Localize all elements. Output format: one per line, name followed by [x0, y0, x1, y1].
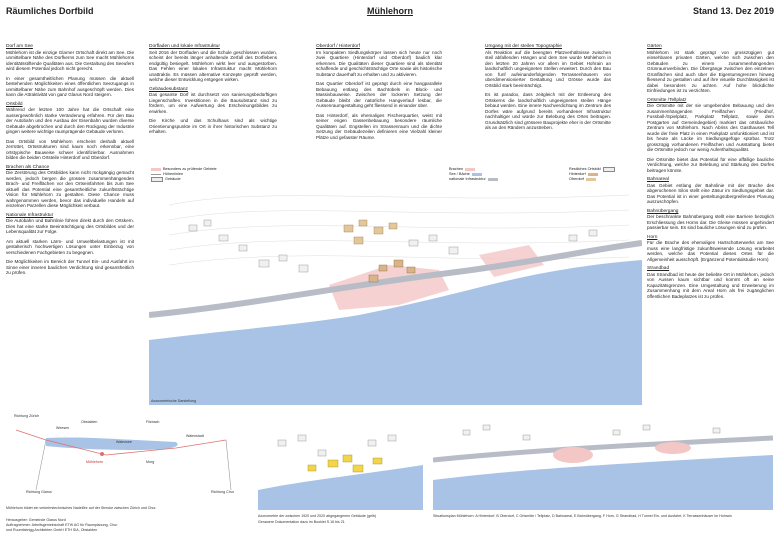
legend-swatch	[603, 167, 615, 172]
legend-item	[449, 177, 498, 182]
paragraph: Das Ortsbild von Mühlehorn erscheint deshalb aktuell zerrüttet, Ortsstrukturen sind kaum noch erkennbar, eine ortstypische Bauweise schwer identifizierbar. Ausnahmen bilden die beiden Ortsteile Hinterdorf und Oberdorf.	[6, 138, 134, 160]
heading-bahnuebergang: Bahnübergang	[647, 208, 679, 214]
road-line	[36, 440, 46, 490]
situation-plan-caption: Situationsplan Mühlehorn: A Hinterdorf, B Oberdorf, C Ortsmitte / Tellplatz, D Bahnareal, E Bahnübergang, F Horn, G Strandbad, H Tunnel Ein- und Ausfahrt, K Terrassenhäuser im Hohrain	[433, 514, 732, 518]
walensee-lake	[46, 437, 178, 450]
paragraph: Der beschrankte Bahnübergang stellt eine Barriere bezüglich Erschliessung des Horns dar. Die Gleise müssen ungehindert passierbar sein. Es sind bauliche Lösungen sind zu prüfen.	[647, 214, 774, 230]
legend-swatch	[151, 174, 161, 175]
label-filzbach: Filzbach	[146, 420, 160, 424]
legend-label: See / Bäche	[449, 172, 470, 176]
situation-plan	[433, 410, 773, 540]
paragraph: Für die Brache des ehemaligen Hartschotterwerks am See muss eine langfristige zukunftsweisende Lösung erarbeitet werden, welche das Potential dieses Ortes für die Allgemeinheit ausschöpft. (Ergänzend Potentialstudie Horn)	[647, 240, 774, 262]
legend-swatch	[151, 177, 163, 182]
muehlehorn-marker	[100, 452, 104, 456]
paragraph: Das Hinterdorf, als ehemaliges Fischerquartier, weist mit seiner engen Gassenbebauung besondere räumliche Qualitäten auf. Engstellen im Strassenraum und die dichte Setzung der Gebäudezeilen definieren eine Vielzahl kleiner Plätze und gefasster Räume.	[316, 112, 442, 140]
legend-right	[449, 167, 498, 182]
heading-ortsbild: Ortsbild	[6, 101, 23, 107]
paragraph: Seit 2016 der Dorfladen und die Schule geschlossen wurden, scheint der bereits länger anhaltende Zerfall des Dorflebens endgültig besiegelt. Mühlehorn wirkt leer und ausgestorben. Das Fehlen einer lokalen Infrastruktur macht Mühlehorn unattraktiv. Es müssen alternative Konzepte geprüft werden, welche dieser Entwicklung entgegen wirken.	[149, 49, 277, 82]
infrastructure-line	[433, 438, 773, 460]
label-glarus: Richtung Glarus	[26, 490, 52, 494]
label-walensee: Walensee	[116, 440, 132, 444]
heading-horn: Horn	[647, 234, 658, 240]
road-line	[226, 440, 231, 490]
label-walenstadt: Walenstadt	[186, 434, 204, 438]
paragraph: Die Möglichkeiten im Bereich der Tunnel Ein- und Ausfahrt im Sinne einer inneren baulichen Verdichtung sind gesamtheitlich zu prüfen.	[6, 259, 134, 275]
header-date: Stand 13. Dez 2019	[692, 6, 774, 16]
legend-item	[569, 177, 615, 182]
regional-map-drawing	[6, 410, 246, 510]
text-column-2	[149, 40, 277, 139]
paragraph: Die Zerstörung des Ortsbildes kann nicht rückgängig gemacht werden, jedoch bergen die grossen zusammenhängenden Brach- und Freiflächen vor den Ortseinfahrten bis zum See aktuell das Potential eine gesamtheitliche zukunftsträchtige Vision für Mühlehorn zu gestalten. Diese Chance muss wahrgenommen werden, bevor das individuelle Handeln auf einzelnen Parzellen diese Möglichkeit verbaut.	[6, 170, 134, 208]
text-column-1	[6, 40, 134, 280]
legend-swatch	[472, 173, 482, 176]
heading-bahnareal: Bahnareal	[647, 177, 669, 182]
demolished-buildings-map	[258, 410, 423, 540]
paragraph: Das Quartier Oberdorf ist geprägt durch eine hangparallele Bebauung entlang des Bachtobels in Block- und Massivbauweise. Zwischen der lockeren Setzung der Gebäude bleibt der natürliche Hangverlauf lesbar, die Aussenraumgestaltung geht fliessend in einander über.	[316, 81, 442, 108]
legend-label: Höhenlinien	[163, 172, 184, 176]
heading-brachen: Brachen als Chance	[6, 164, 50, 170]
paragraph: Im kompakten Siedlungskörper lassen sich heute nur noch zwei Quartiere (Hinterdorf und Oberdorf) baulich klar erkennen. Die Qualitäten dieser Quartiere sind als Identität schaffende und geschichtsträchtige Orte sowie als historische Substanz dauerhaft zu erhalten und zu aktivieren.	[316, 49, 442, 77]
label-muehlehorn: Mühlehorn	[86, 460, 103, 464]
legend-swatch	[588, 173, 598, 176]
situation-plan-drawing	[433, 410, 773, 510]
label-murg: Murg	[146, 460, 155, 464]
paragraph: In einer gesamtheitlichen Planung müssen die aktuell bestehenden Möglichkeiten eines öffentlichen Seezugangs in unmittelbarer Nähe zum Bahnhof ausgeschöpft werden. Dies kann die Attraktivität von ganz Glarus Nord steigern.	[6, 75, 134, 97]
legend-label: Gebäude	[165, 177, 181, 181]
heading-gebaeudesubstanz: Gebäudesubstanz	[149, 86, 188, 92]
paragraph: Das Strandbad ist heute der beliebte Ort in Mühlehorn, jedoch von Aussen kaum sichtbar und kommt oft an seine Kapazitätsgrenzen. Eine Umgestaltung und Erweiterung im Zusammenhang mit dem Areal Horn als frei zugänglichen öffentlichen Badeplatzes ist zu prüfen.	[647, 271, 774, 299]
axonometric-map-drawing	[149, 165, 642, 405]
header-main-title: Mühlehorn	[367, 6, 413, 16]
legend-label: Besonders zu prüfende Gebiete	[163, 167, 217, 171]
heading-oberdorf-hinterdorf: Oberdorf / Hinterdorf	[316, 44, 360, 49]
demolished-caption-2: Genauere Dokumentation dazu im Booklet S.16 bis 21	[258, 520, 345, 524]
regional-map	[6, 410, 246, 540]
legend-swatch	[586, 178, 596, 181]
regional-map-caption: Mühlehorn bildet ein verkehrstechnisches Nadelöhr auf der Strecke zwischen Zürich und Chur.	[6, 506, 157, 510]
legend-swatch	[488, 178, 498, 181]
paragraph: Es ist paradox, dass zeitgleich mit der Entleerung des Ortskerns die landschaftlich ungeeigneten steilen Hänge bebaut werden. Eine innere Nachverdichtung im Zentrum des Dorfes wäre aufgrund bereits vorhandener Infrastruktur nachhaltiger und würde zur Belebung des Ortes beitragen. Grundsätzlich sind grössere Bauprojekte eher in der Ortsmitte als an den Rändern anzustreben.	[485, 92, 611, 130]
heading-gaerten: Gärten	[647, 44, 662, 49]
buildings-generic	[463, 425, 720, 440]
lake	[433, 455, 773, 510]
credit-line: Herausgeber: Gemeinde Glarus Nord	[6, 518, 66, 522]
demolished-buildings-drawing	[258, 410, 423, 510]
legend-swatch	[151, 168, 161, 171]
text-column-3	[316, 40, 442, 144]
heading-dorfladen: Dorfladen und lokale Infrastruktur	[149, 44, 220, 49]
paragraph: Mühlehorn ist die einzige Glarner Ortschaft direkt am See. Die unmittelbare Nähe des Dorfkerns zum See macht Mühlehorns identitätsstiftende Qualitäten aus. Die Gestaltung des Seeufers wird diesem Potential jedoch nicht gerecht.	[6, 49, 134, 71]
heading-topographie: Umgang mit der steilen Topographie	[485, 44, 562, 49]
buildings-generic	[278, 435, 396, 456]
paragraph: Die Kirche und das Schulhaus sind als wichtige Orientierungspunkte im Ort in ihrer historischen Substanz zu erhalten.	[149, 118, 277, 134]
map-caption: Axonometrische Darstellung	[151, 398, 196, 403]
lake	[258, 465, 423, 510]
label-obstalden: Obstalden	[81, 420, 98, 424]
demolished-caption-1: Axonometrie der zwischen 1920 und 2020 abgegangenen Gebäude (gelb)	[258, 514, 377, 518]
label-chur: Richtung Chur	[211, 490, 234, 494]
legend-label: Hinterdorf	[569, 172, 586, 176]
paragraph: Die Ortsmitte mit der sie umgebenden Bebauung und den zusammenhängenden Freiflächen (Friedhof, Fussball-/Spielplatz, Parkplatz Tellplatz, sowie dem Postgarten auf Gemeindegebiet) markiert das ortsbauliche Zentrum von Mühlehorn. Nach Abriss des Gasthauses Tell wurde der freie Platz in einen Parkplatz umfunktioniert und ist bis heute als Lücke im Siedlungsgefüge spürbar. Trotz grosszügig vorhandenen Freiflächen und Ausstattung bietet die Ortsmitte jedoch nur wenig Aufenthaltsqualität.	[647, 103, 774, 152]
text-column-4	[485, 40, 611, 135]
heading-infrastruktur: Nationale Infrastruktur	[6, 212, 54, 218]
heading-ortsmitte: Ortsmitte /Tellplatz	[647, 97, 687, 103]
credit-line: und Ruumfabrigg Architekten GmbH ETH SIA, Obstalden	[6, 528, 98, 532]
paragraph: Während der letzten 100 Jahre hat die Ortschaft eine aussergewöhnlich starke Veränderung erfahren. Für den Bau der Autobahn und den Ausbau der Eisenbahn wurden diverse Gebäude abgebrochen und durch den Rückgang der Industrie gingen weitere wichtige raumprägende Gebäude verloren.	[6, 107, 134, 134]
legend-label: Brachen	[449, 167, 464, 171]
label-weesen: Weesen	[56, 426, 70, 430]
heading-dorf-am-see: Dorf am See	[6, 44, 33, 49]
legend-label: Oberdorf	[569, 177, 584, 181]
legend-left	[151, 167, 217, 182]
paragraph: Mühlehorn ist stark geprägt von grosszügigen gut einsehbaren privaten Gärten, welche sich zwischen den Gebäuden zu einem zusammenhängenden Grünraumverbinden. Die Übergänge zwischen den einzelnen Grünflächen sind auch über die Eigentumsgrenzen hinweg fliessend zu gestalten und auf ihre visuelle Durchlässigkeit ist dabei besonders zu achten. Auf hohe blickdichte Einfriedungen ist zu verzichten.	[647, 49, 774, 93]
legend-label: nationale Infrastruktur	[449, 177, 486, 181]
buildings-oberdorf	[344, 220, 397, 244]
axonometric-map	[149, 165, 642, 405]
credit-line: Auftragnehmer: Arbeitsgemeinschaft ETW AG für Raumplanung, Chur	[6, 523, 118, 527]
paragraph: Die Ortsmitte bietet das Potential für eine affällige bauliche Verdichtung, welche zur Belebung und Stärkung des Dorfes beitragen könnte.	[647, 156, 774, 173]
paragraph: Das gesamte Dorf ist durchsetzt von sanierungsbedürftigen Liegenschaften. Investitionen in die Bausubstanz sind zu fördern, um eine Aufwertung des Erscheinungsbildes zu erwirken.	[149, 92, 277, 114]
header-left-title: Räumliches Dorfbild	[6, 6, 94, 16]
legend-label: Restliches Ortsbild	[569, 167, 601, 171]
page-header	[6, 6, 774, 22]
text-column-5	[647, 40, 774, 303]
paragraph: Das Gebiet entlang der Bahnlinie mit der Brache des abgerochenen Silos stellt eine Zäsur im Siedlungsgebiet dar. Das Potential ist in einer gesteltungsübergreifenden Planung auszuschöpfen.	[647, 182, 774, 204]
label-zurich: Richtung Zürich	[14, 414, 40, 418]
paragraph: Die Autobahn und Bahnlinie führen direkt durch den Ortskern. Dies hat eine starke Beeinträchtigung des Ortsbildes und der Lebensqualität zur Folge.	[6, 218, 134, 234]
legend-item	[151, 177, 217, 182]
buildings-demolished	[308, 455, 382, 472]
paragraph: Am aktuell starken Lärm- und Umweltbelastungen ist mit gestalterisch hochwertigen Lösungen unter Einbezug von verschiedenen Fachgebieten zu begegnen.	[6, 238, 134, 255]
legend-swatch	[465, 168, 475, 171]
heading-strandbad: Strandbad	[647, 266, 670, 271]
legend-right-2	[569, 167, 615, 182]
paragraph: Als Reaktion auf die beengten Platzverhältnisse zwischen steil abfallenden Hängen und dem See wurde Mühlehorn in den letzten 20 Jahren vor allem im Gebiet Hohrain an landschaftlich ungeeigneten Stellen erweitert. Durch den Bau von funf aufeinanderfolgenden Terrassenhäusern von uberdimensionierter Gestaltung und Grösse wurde das Ortsbild stark beeinträchtigt.	[485, 49, 611, 88]
